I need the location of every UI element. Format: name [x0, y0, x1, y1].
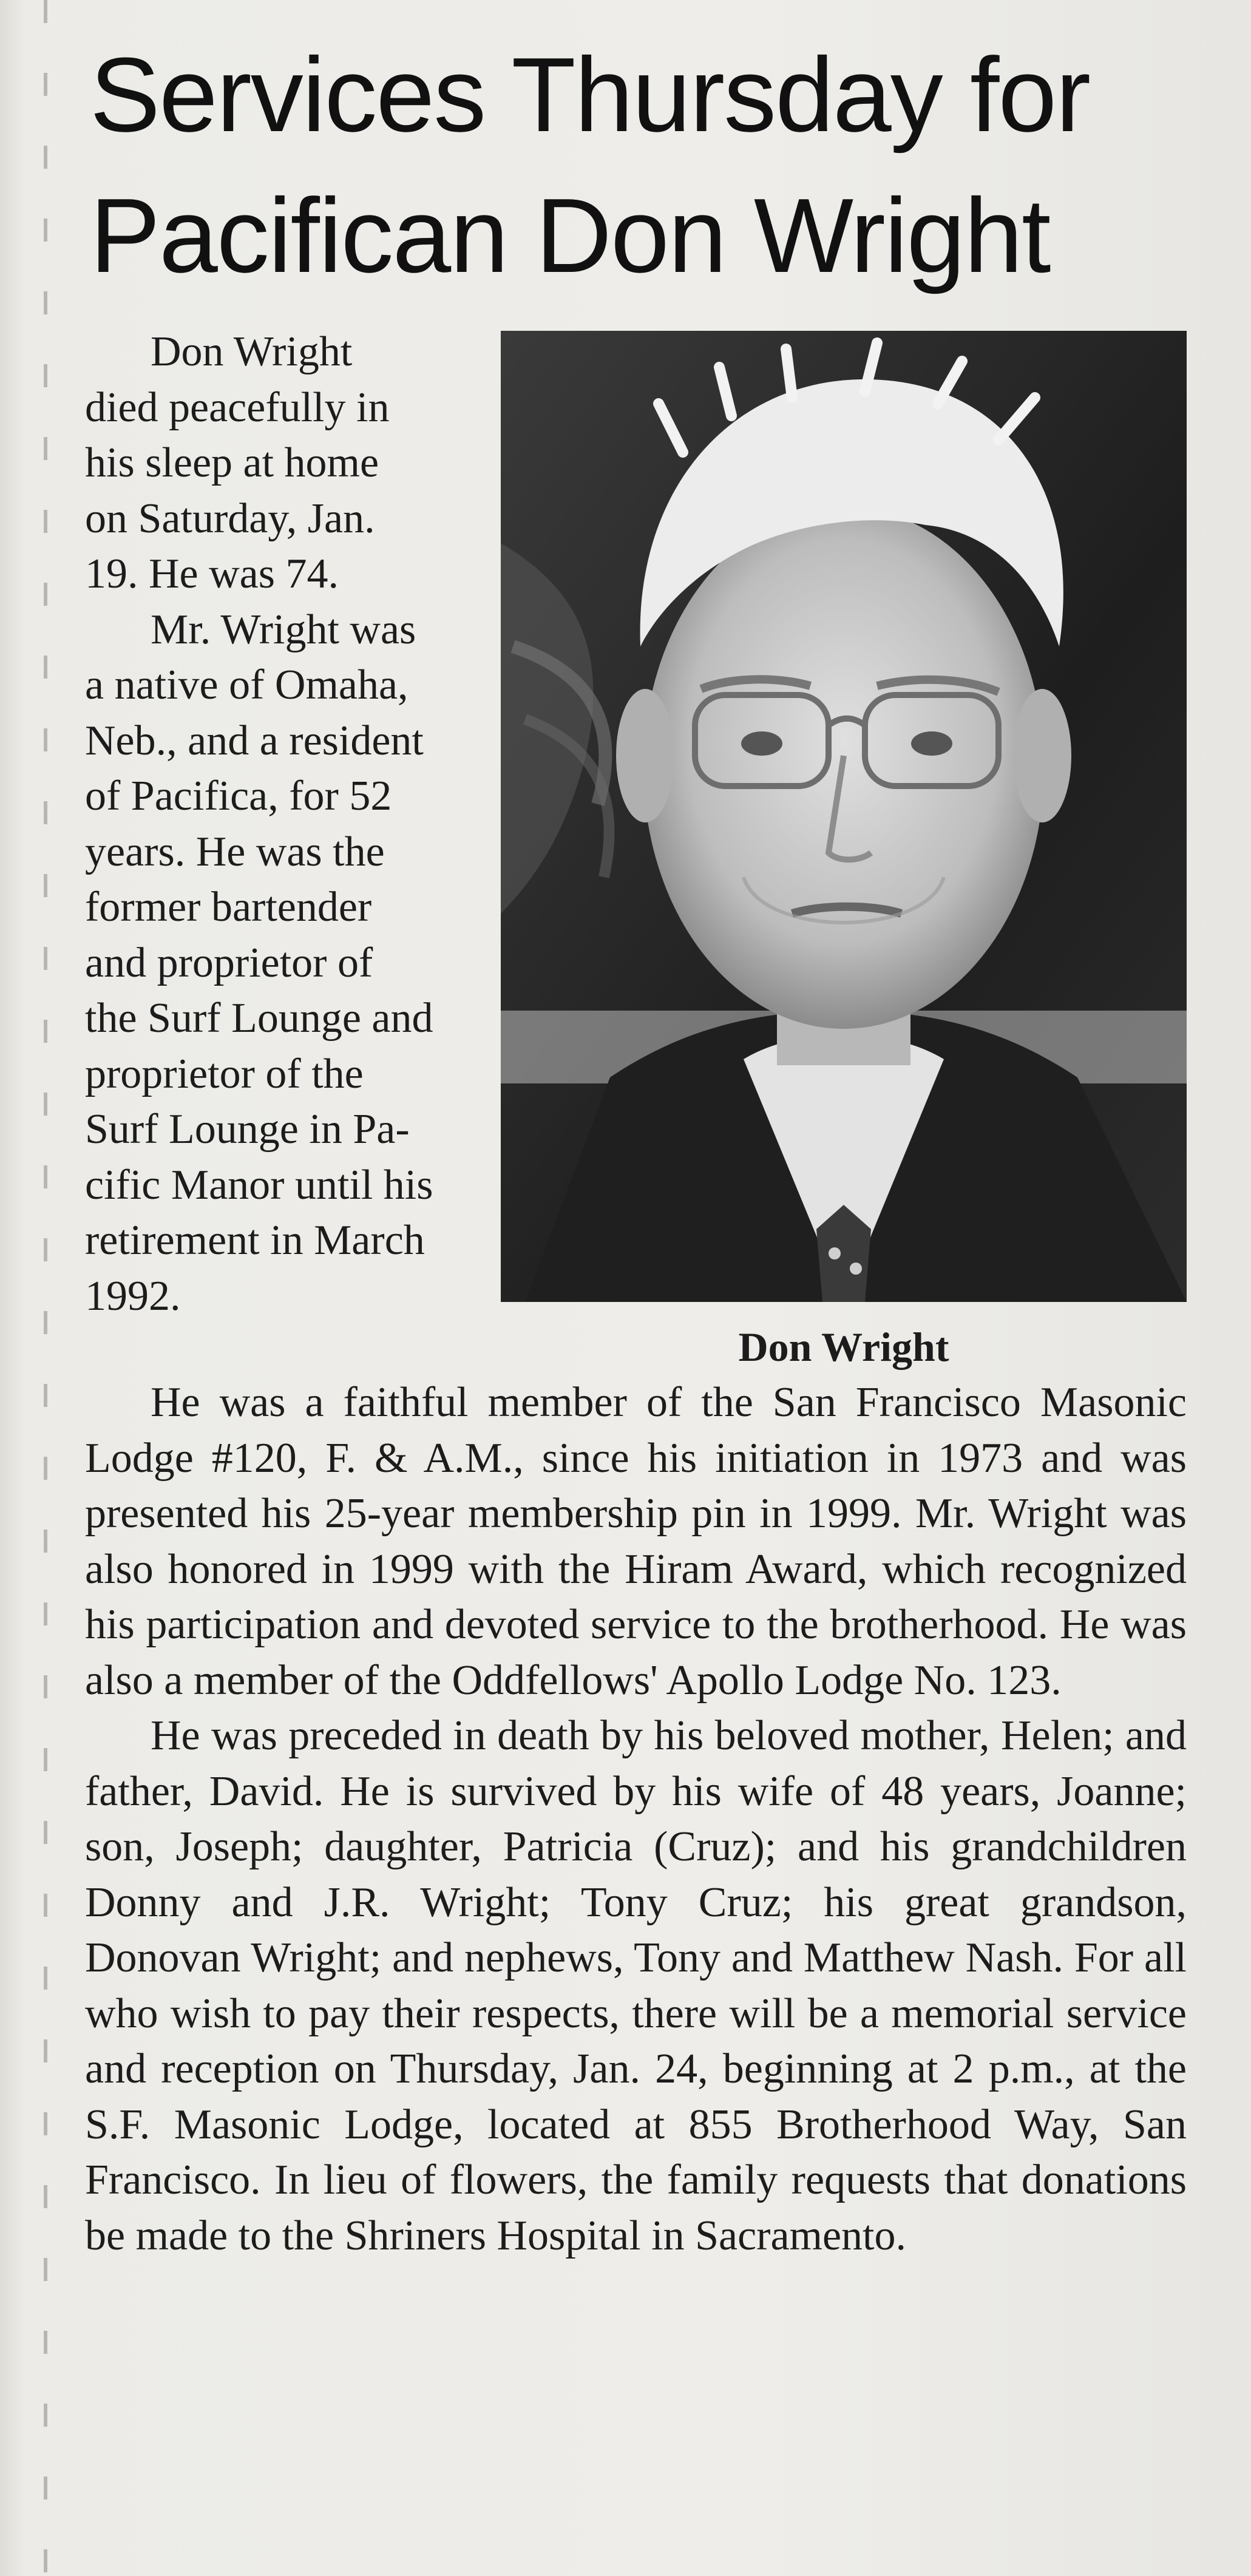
headline — [90, 24, 1231, 306]
paragraph-3: He was a faithful member of the San Francisco Masonic Lodge #120, F. & A.M., since his initiation in 1973 and was presented his 25-year membership pin in 1999. Mr. Wright was also honored in 1999 with the Hiram Award, which recognized his participation and devoted service to the brotherhood. He was also a member of the Oddfellows' Apollo Lodge No. 123. — [85, 1379, 1187, 1704]
line: proprietor of the — [85, 1050, 364, 1097]
line: cific Manor until his — [85, 1161, 433, 1208]
paragraph-4: He was preceded in death by his beloved mother, Helen; and father, David. He is survived by his wife of 48 years, Joanne; son, Joseph; daughter, Patricia (Cruz); and his grandchildren Donny and J.R. Wright; Tony Cruz; his great grandson, Donovan Wright; and nephews, Tony and Matthew Nash. For all who wish to pay their respects, there will be a memorial service and reception on Thursday, Jan. 24, beginning at 2 p.m., at the S.F. Masonic Lodge, located at 855 Brotherhood Way, San Francisco. In lieu of flowers, the family requests that donations be made to the Shriners Hospital in Sacramento. — [85, 1712, 1187, 2259]
line: retirement in March — [85, 1217, 425, 1264]
line: the Surf Lounge and — [85, 995, 433, 1042]
line: his sleep at home — [85, 439, 379, 486]
headline-line-2: Pacifican Don Wright — [90, 176, 1050, 294]
wide-column — [85, 1375, 1187, 2263]
paragraph-1 — [85, 324, 461, 602]
line: a native of Omaha, — [85, 662, 409, 708]
line: former bartender — [85, 884, 372, 930]
line: Surf Lounge in Pa- — [85, 1106, 410, 1153]
column-rule — [44, 0, 47, 2576]
portrait-photo — [501, 331, 1187, 1302]
line: 19. He was 74. — [85, 551, 339, 597]
line: Neb., and a resident — [85, 717, 424, 764]
line: and proprietor of — [85, 939, 373, 986]
headline-line-1: Services Thursday for — [90, 35, 1090, 154]
line: of Pacifica, for 52 — [85, 773, 392, 819]
line: on Saturday, Jan. — [85, 495, 375, 542]
line: years. He was the — [85, 828, 385, 875]
line: 1992. — [85, 1272, 181, 1320]
paragraph-2 — [85, 602, 461, 1324]
line: Don Wright — [151, 328, 353, 375]
portrait-illustration — [501, 331, 1187, 1302]
photo-caption: Don Wright — [738, 1324, 949, 1370]
narrow-column — [85, 324, 461, 1324]
line: Mr. Wright was — [151, 606, 416, 653]
line: died peacefully in — [85, 384, 390, 431]
